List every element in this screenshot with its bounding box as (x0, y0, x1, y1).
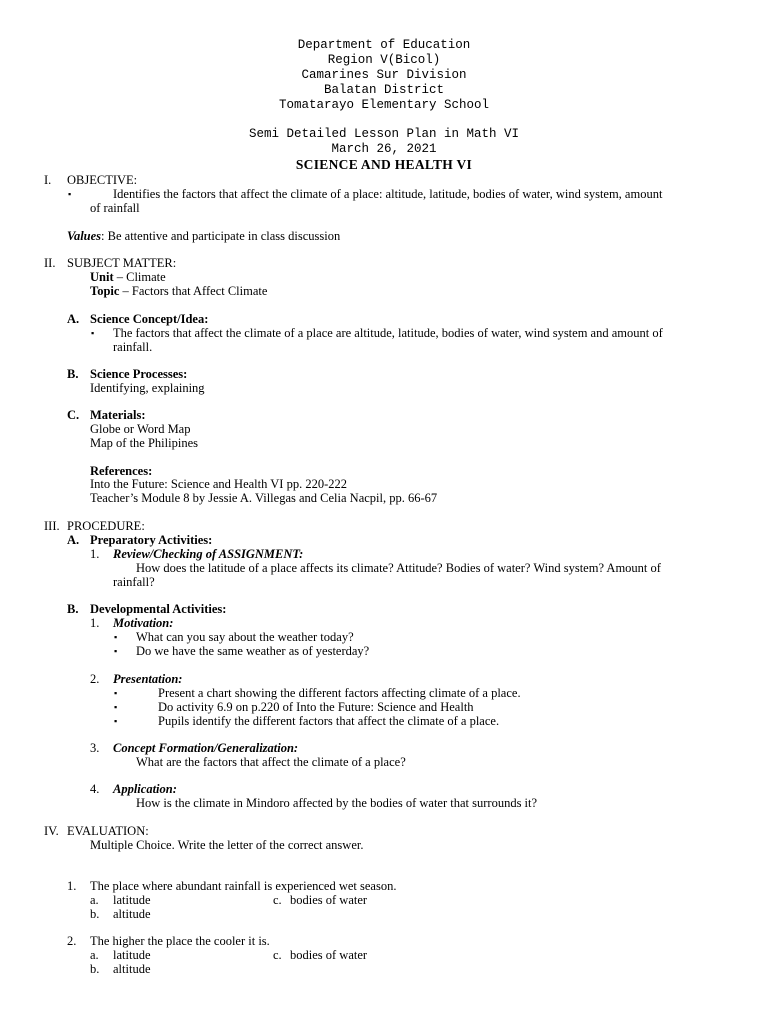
item-number: 2. (90, 672, 100, 686)
bullet-icon: ▪ (114, 716, 118, 726)
section-number: II. (44, 256, 56, 270)
presentation-item: Do activity 6.9 on p.220 of Into the Future: Science and Health (158, 700, 474, 714)
item-heading: Concept Formation/Generalization: (113, 741, 299, 755)
concept-text: The factors that affect the climate of a place are altitude, latitude, bodies of water, wind system and amount of (113, 326, 663, 340)
subsection-heading: Science Concept/Idea: (90, 312, 209, 326)
header-line: Department of Education (297, 38, 471, 52)
subject-title: SCIENCE AND HEALTH VI (295, 157, 473, 172)
values-text: : Be attentive and participate in class discussion (101, 229, 341, 243)
section-number: IV. (44, 824, 59, 838)
header-line: Camarines Sur Division (301, 68, 467, 82)
choice-letter: c. (273, 948, 282, 962)
unit-text: – Climate (113, 270, 166, 284)
header-line: Tomatarayo Elementary School (278, 98, 490, 112)
values-label: Values (67, 229, 102, 243)
item-number: 1. (90, 547, 100, 561)
choice-text: latitude (113, 948, 151, 962)
section-heading: EVALUATION: (67, 824, 149, 838)
choice-letter: a. (90, 948, 99, 962)
subsection-heading: Preparatory Activities: (90, 533, 213, 547)
subsection-letter: B. (67, 602, 79, 616)
choice-text: bodies of water (290, 948, 368, 962)
item-heading: Review/Checking of ASSIGNMENT: (113, 547, 304, 561)
bullet-icon: ▪ (114, 688, 118, 698)
choice-text: latitude (113, 893, 151, 907)
objective-text: of rainfall (90, 201, 140, 215)
unit-line (90, 270, 166, 284)
subsection-letter: B. (67, 367, 79, 381)
reference-item: Into the Future: Science and Health VI pp. 220-222 (90, 477, 348, 491)
concept-text: rainfall. (113, 340, 153, 354)
item-number: 4. (90, 782, 100, 796)
choice-letter: a. (90, 893, 99, 907)
review-text: rainfall? (113, 575, 155, 589)
section-number: I. (44, 173, 52, 187)
section-heading: PROCEDURE: (67, 519, 145, 533)
choice-text: bodies of water (290, 893, 368, 907)
bullet-icon: ▪ (114, 632, 118, 642)
item-heading: Presentation: (113, 672, 183, 686)
material-item: Map of the Philipines (90, 436, 198, 450)
choice-text: altitude (113, 962, 151, 976)
header-line: Balatan District (323, 83, 445, 97)
concept-question: What are the factors that affect the climate of a place? (136, 755, 406, 769)
bullet-icon: ▪ (114, 702, 118, 712)
question-number: 1. (67, 879, 77, 893)
section-number: III. (44, 519, 60, 533)
choice-text: altitude (113, 907, 151, 921)
objective-text: Identifies the factors that affect the climate of a place: altitude, latitude, bodies of water, wind system, amount (113, 187, 663, 201)
subsection-heading: Materials: (90, 408, 146, 422)
question-number: 2. (67, 934, 77, 948)
question-text: The higher the place the cooler it is. (90, 934, 270, 948)
subsection-heading: Developmental Activities: (90, 602, 227, 616)
topic-line (90, 284, 267, 298)
item-heading: Application: (113, 782, 177, 796)
subsection-letter: A. (67, 312, 80, 326)
bullet-icon: ▪ (68, 189, 72, 199)
document-header (0, 38, 768, 157)
section-heading: SUBJECT MATTER: (67, 256, 177, 270)
processes-text: Identifying, explaining (90, 381, 205, 395)
motivation-item: Do we have the same weather as of yesterday? (136, 644, 370, 658)
subsection-letter: A. (67, 533, 80, 547)
section-heading: OBJECTIVE: (67, 173, 138, 187)
subsection-heading: Science Processes: (90, 367, 188, 381)
unit-label: Unit (90, 270, 114, 284)
review-text: How does the latitude of a place affects its climate? Attitude? Bodies of water? Wind system? Amount of (136, 561, 661, 575)
subsection-heading: References: (90, 464, 153, 478)
choice-letter: b. (90, 907, 100, 921)
material-item: Globe or Word Map (90, 422, 191, 436)
evaluation-instruction: Multiple Choice. Write the letter of the correct answer. (90, 838, 364, 852)
values-line (67, 229, 340, 243)
bullet-icon: ▪ (114, 646, 118, 656)
item-number: 1. (90, 616, 100, 630)
plan-title: Semi Detailed Lesson Plan in Math VI (248, 127, 520, 141)
reference-item: Teacher’s Module 8 by Jessie A. Villegas and Celia Nacpil, pp. 66-67 (90, 491, 438, 505)
topic-label: Topic (90, 284, 120, 298)
bullet-icon: ▪ (91, 328, 95, 338)
header-line: Region V(Bicol) (327, 53, 441, 67)
choice-letter: c. (273, 893, 282, 907)
motivation-item: What can you say about the weather today? (136, 630, 354, 644)
subsection-letter: C. (67, 408, 80, 422)
item-number: 3. (90, 741, 100, 755)
choice-letter: b. (90, 962, 100, 976)
question-text: The place where abundant rainfall is experienced wet season. (90, 879, 397, 893)
presentation-item: Pupils identify the different factors that affect the climate of a place. (158, 714, 500, 728)
plan-date: March 26, 2021 (331, 142, 437, 156)
item-heading: Motivation: (113, 616, 174, 630)
topic-text: – Factors that Affect Climate (119, 284, 268, 298)
presentation-item: Present a chart showing the different factors affecting climate of a place. (158, 686, 521, 700)
application-question: How is the climate in Mindoro affected by the bodies of water that surrounds it? (136, 796, 538, 810)
